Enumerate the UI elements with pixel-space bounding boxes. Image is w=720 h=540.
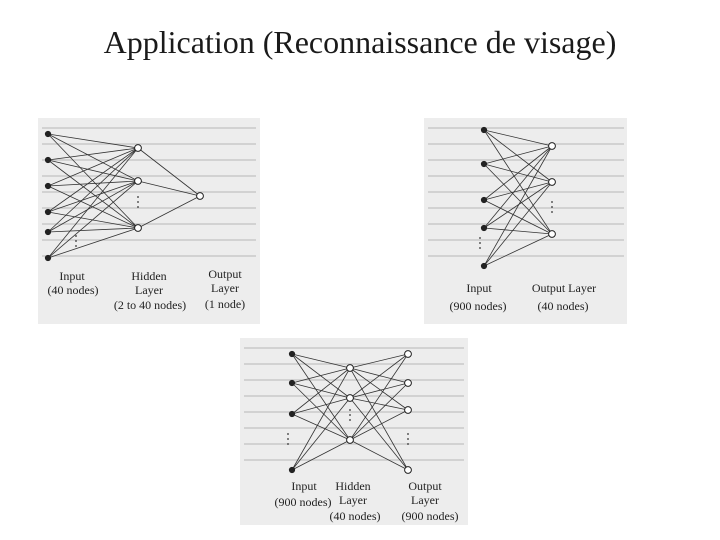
connection-line (48, 148, 138, 258)
ellipsis-dot (287, 438, 289, 440)
ellipsis-dot (137, 201, 139, 203)
ellipsis-dot (407, 433, 409, 435)
network-2-output-label: Output Layer (531, 281, 597, 295)
network-1-output-count: (1 node) (204, 297, 246, 311)
neuron-node (405, 351, 412, 358)
network-1-input-label: Input (59, 269, 85, 283)
connection-line (48, 228, 138, 232)
network-1-hidden-count: (2 to 40 nodes) (113, 298, 187, 312)
connection-line (48, 228, 138, 258)
neuron-node (549, 231, 556, 238)
connection-line (484, 234, 552, 266)
ellipsis-dot (287, 433, 289, 435)
network-diagram-2 (424, 118, 627, 324)
network-2-input-label: Input (466, 281, 492, 295)
input-node (45, 209, 50, 214)
neuron-node (549, 179, 556, 186)
neuron-node (549, 143, 556, 150)
connection-line (48, 134, 138, 228)
input-node (45, 157, 50, 162)
input-node (289, 411, 294, 416)
network-1-output-label2: Layer (211, 281, 239, 295)
input-node (45, 183, 50, 188)
connection-line (484, 146, 552, 164)
connection-line (484, 146, 552, 266)
ellipsis-dot (551, 206, 553, 208)
ellipsis-dot (551, 201, 553, 203)
ellipsis-dot (75, 235, 77, 237)
input-node (481, 225, 486, 230)
network-diagram-1 (38, 118, 260, 324)
neuron-node (347, 395, 354, 402)
input-node (45, 131, 50, 136)
network-3-hidden-label2: Layer (339, 493, 367, 507)
connection-line (484, 146, 552, 228)
input-node (289, 380, 294, 385)
neuron-node (405, 407, 412, 414)
network-3-output-count: (900 nodes) (401, 509, 459, 523)
ellipsis-dot (75, 240, 77, 242)
input-node (481, 127, 486, 132)
input-node (481, 263, 486, 268)
network-3-output-label: Output (408, 479, 442, 493)
connection-line (350, 410, 408, 440)
ellipsis-dot (349, 409, 351, 411)
neuron-node (405, 467, 412, 474)
connection-line (484, 130, 552, 234)
ellipsis-dot (479, 242, 481, 244)
network-3-input-count: (900 nodes) (274, 495, 332, 509)
input-node (45, 255, 50, 260)
network-2-output-count: (40 nodes) (537, 299, 589, 313)
input-node (289, 351, 294, 356)
slide-title: Application (Reconnaissance de visage) (103, 24, 617, 60)
network-1-input-count: (40 nodes) (47, 283, 99, 297)
ellipsis-dot (407, 443, 409, 445)
network-1-hidden-label: Hidden (131, 269, 167, 283)
ellipsis-dot (137, 206, 139, 208)
connection-line (350, 354, 408, 440)
ellipsis-dot (75, 245, 77, 247)
neuron-node (197, 193, 204, 200)
neuron-node (135, 225, 142, 232)
input-node (45, 229, 50, 234)
connection-line (484, 182, 552, 200)
network-1-output-label: Output (208, 267, 242, 281)
ellipsis-dot (349, 419, 351, 421)
ellipsis-dot (551, 211, 553, 213)
network-2-input-count: (900 nodes) (449, 299, 507, 313)
input-node (481, 161, 486, 166)
ellipsis-dot (137, 196, 139, 198)
ellipsis-dot (479, 247, 481, 249)
network-diagram-3 (240, 338, 468, 525)
ellipsis-dot (407, 438, 409, 440)
neuron-node (135, 178, 142, 185)
network-3-hidden-count: (40 nodes) (329, 509, 381, 523)
ellipsis-dot (287, 443, 289, 445)
neuron-node (135, 145, 142, 152)
ellipsis-dot (349, 414, 351, 416)
neuron-node (405, 380, 412, 387)
network-3-output-label2: Layer (411, 493, 439, 507)
network-3-hidden-label: Hidden (335, 479, 371, 493)
input-node (481, 197, 486, 202)
neuron-node (347, 365, 354, 372)
input-node (289, 467, 294, 472)
neuron-node (347, 437, 354, 444)
network-1-hidden-label2: Layer (135, 283, 163, 297)
ellipsis-dot (479, 237, 481, 239)
network-3-input-label: Input (291, 479, 317, 493)
